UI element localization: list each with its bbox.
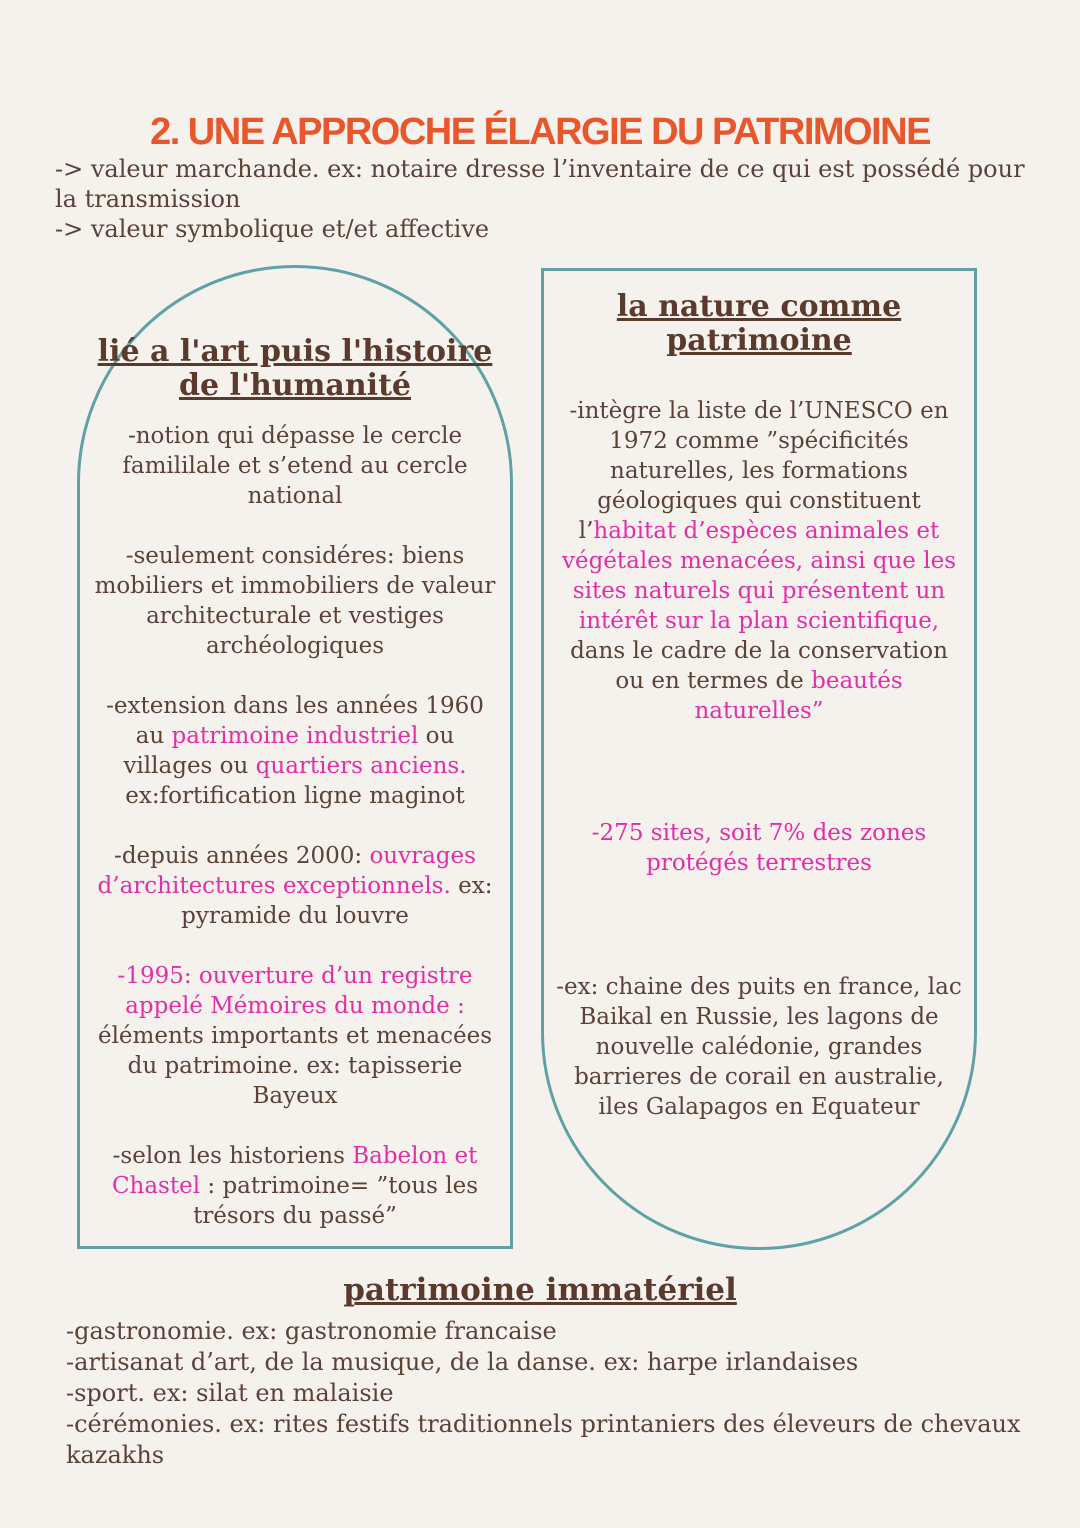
note-highlight: ouvrages d’architectures exceptionnels. xyxy=(97,843,476,899)
immaterial-heritage-list xyxy=(66,1316,1056,1471)
note-text: éléments importants et menacées du patrimoine. ex: tapisserie Bayeux xyxy=(97,1023,493,1109)
national-circle-note: -notion qui dépasse le cercle famililale et s’etend au cercle national xyxy=(122,423,468,509)
note-text: -depuis années 2000: xyxy=(114,843,370,869)
note-highlight: sites, soit 7% des zones protégés terrestres xyxy=(646,820,927,876)
art-history-panel-title: lié a l'art puis l'histoire de l'humanité xyxy=(97,334,493,403)
note-highlight: -1995: ouverture d’un registre appelé Mémoires du monde : xyxy=(117,963,473,1019)
art-history-panel xyxy=(77,265,513,1249)
note-text: -selon les historiens xyxy=(112,1143,353,1169)
intro-line-market-value: -> valeur marchande. ex: notaire dresse l’inventaire de ce qui est possédé pour la transmission xyxy=(55,155,1025,213)
note-highlight: quartiers anciens. xyxy=(255,753,467,779)
note-text: -intègre la liste de l’UNESCO en 1972 comme ”spécificités naturelles, les formations géologiques qui constituent l’ xyxy=(569,398,949,544)
note-highlight: beautés naturelles” xyxy=(694,668,903,724)
nature-heritage-panel-title: la nature comme patrimoine xyxy=(616,289,902,358)
intro xyxy=(55,154,1035,244)
note-text: -extension dans les années 1960 au xyxy=(106,693,484,749)
nature-heritage-panel xyxy=(541,268,977,1250)
since-2000-note xyxy=(90,841,500,931)
extension-1960-note xyxy=(90,691,500,811)
note-text: : patrimoine= ”tous les trésors du passé” xyxy=(193,1173,479,1229)
intro-line-symbolic-value: -> valeur symbolique et/et affective xyxy=(55,215,490,243)
note-text: ex: pyramide du louvre xyxy=(181,873,493,929)
nature-examples-note: -ex: chaine des puits en france, lac Baikal en Russie, les lagons de nouvelle calédonie, grandes barrieres de corail en australie, iles Galapagos en Equateur xyxy=(556,974,962,1120)
note-highlight: patrimoine industriel xyxy=(171,723,419,749)
list-item: -artisanat d’art, de la musique, de la danse. ex: harpe irlandaises xyxy=(66,1348,859,1376)
unesco-note xyxy=(553,396,965,726)
immaterial-heritage-title: patrimoine immatériel xyxy=(343,1272,737,1308)
list-item: -sport. ex: silat en malaisie xyxy=(66,1379,394,1407)
note-text: ex:fortification ligne maginot xyxy=(125,783,465,809)
sites-count-note xyxy=(579,818,939,878)
note-text: -275 xyxy=(591,820,651,846)
note-highlight: Babelon et Chastel xyxy=(111,1143,478,1199)
note-text: ou villages ou xyxy=(123,723,455,779)
note-text: dans le cadre de la conservation ou en termes de xyxy=(570,638,948,694)
memory-of-world-note xyxy=(90,961,500,1111)
list-item: -cérémonies. ex: rites festifs traditionnels printaniers des éleveurs de chevaux kazakhs xyxy=(66,1410,1021,1469)
list-item: -gastronomie. ex: gastronomie francaise xyxy=(66,1317,557,1345)
page-title: 2. UNE APPROCHE ÉLARGIE DU PATRIMOINE xyxy=(150,111,930,154)
considered-goods-note: -seulement considéres: biens mobiliers et immobiliers de valeur architecturale et vestiges archéologiques xyxy=(94,543,496,659)
historians-note xyxy=(90,1141,500,1231)
note-highlight: habitat d’espèces animales et végétales menacées, ainsi que les sites naturels qui présentent un intérêt sur la plan scientifique, xyxy=(561,518,957,634)
